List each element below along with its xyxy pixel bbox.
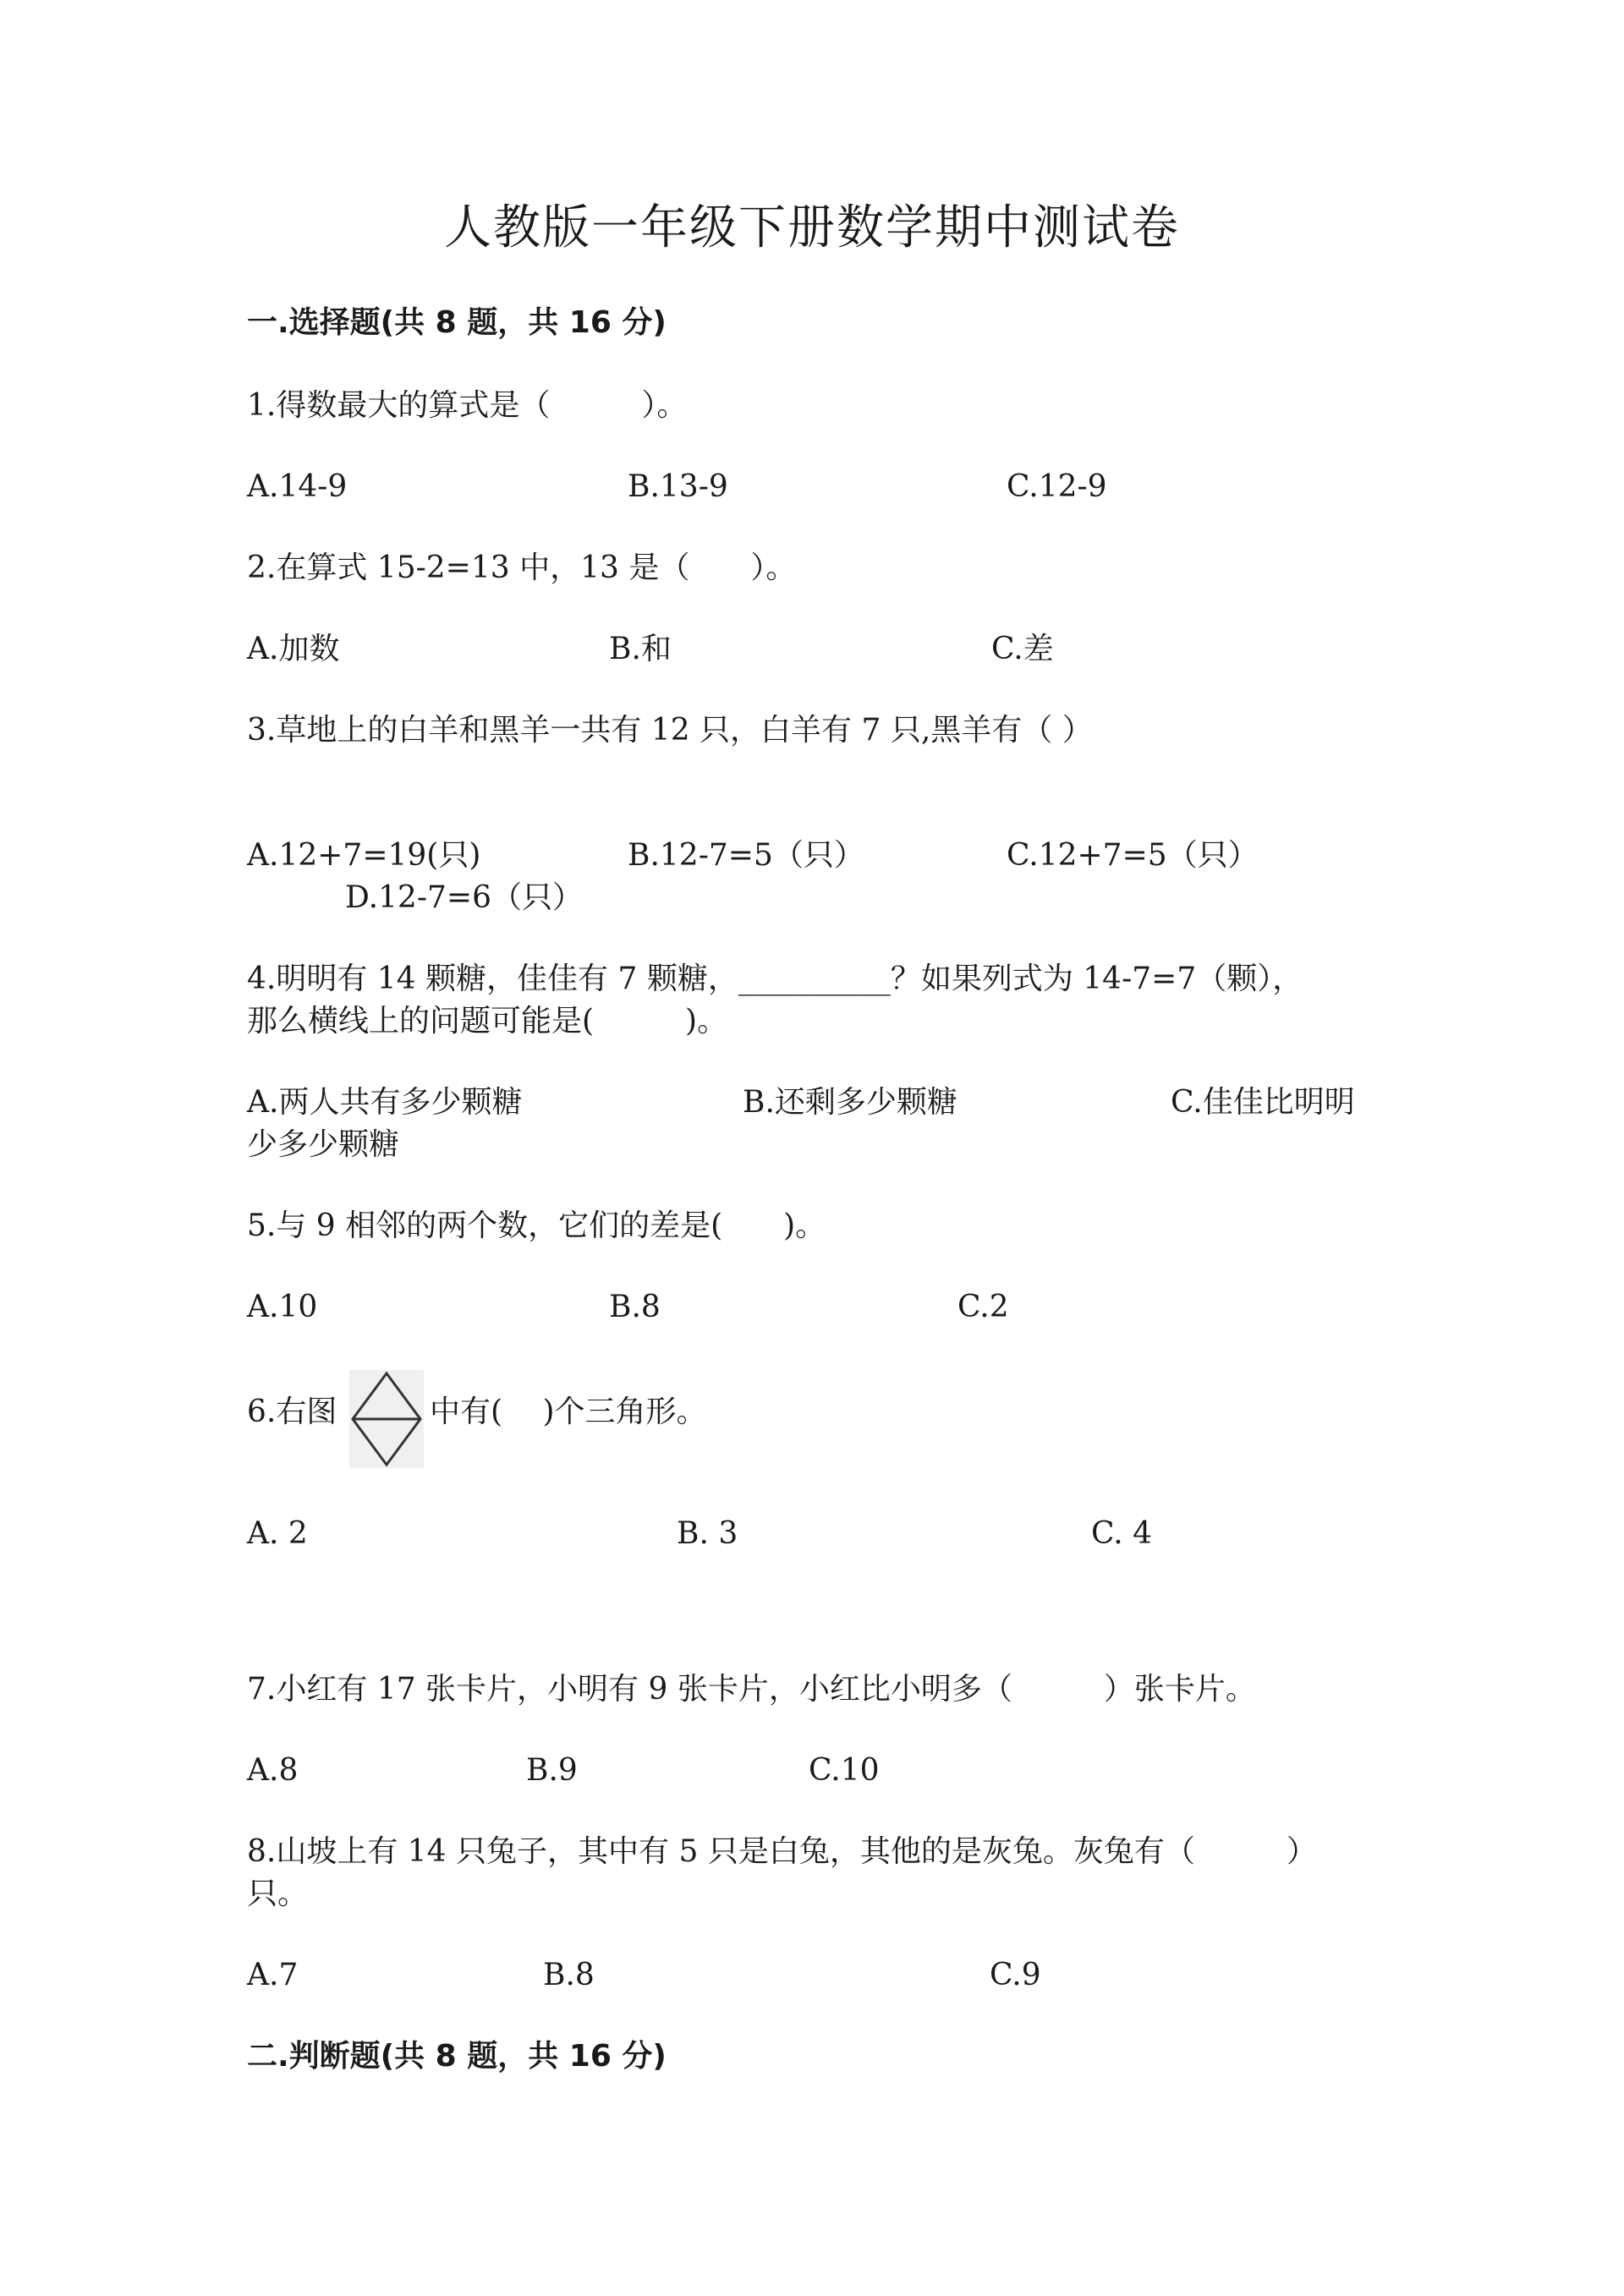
question-3-option-b: B.12-7=5（只）	[628, 838, 864, 873]
question-8-stem-line-2: 只。	[247, 1877, 309, 1911]
question-1-stem: 1.得数最大的算式是（ ）。	[247, 388, 688, 423]
question-6-stem-before: 6.右图	[247, 1395, 337, 1429]
question-2-option-b: B.和	[609, 632, 672, 666]
diamond-triangles-figure-icon	[349, 1370, 424, 1468]
question-8-stem-line-1: 8.山坡上有 14 只兔子，其中有 5 只是白兔，其他的是灰兔。灰兔有（ ）	[247, 1834, 1317, 1869]
question-4-option-a: A.两人共有多少颗糖	[247, 1085, 523, 1120]
question-6-stem-after: 中有( )个三角形。	[430, 1395, 707, 1429]
question-7-option-b: B.9	[526, 1753, 578, 1788]
question-3-option-a: A.12+7=19(只)	[247, 838, 481, 873]
question-3-option-c: C.12+7=5（只）	[1007, 838, 1259, 873]
question-1-option-c: C.12-9	[1007, 469, 1107, 504]
question-8-option-b: B.8	[543, 1958, 595, 1992]
question-5-option-c: C.2	[957, 1290, 1009, 1324]
question-4-option-c-line-2: 少多少颗糖	[247, 1127, 400, 1162]
question-8-option-a: A.7	[247, 1958, 299, 1992]
question-3-stem: 3.草地上的白羊和黑羊一共有 12 只，白羊有 7 只,黑羊有（ ）	[247, 713, 1093, 748]
question-7-option-c: C.10	[809, 1753, 880, 1788]
question-5-stem: 5.与 9 相邻的两个数，它们的差是( )。	[247, 1208, 826, 1243]
question-1-option-a: A.14-9	[247, 469, 348, 504]
question-1-option-b: B.13-9	[628, 469, 728, 504]
question-2-option-c: C.差	[991, 632, 1054, 666]
question-7-stem: 7.小红有 17 张卡片，小明有 9 张卡片，小红比小明多（ ）张卡片。	[247, 1672, 1256, 1707]
question-6-option-b: B. 3	[677, 1516, 738, 1551]
question-4-stem-line-1: 4.明明有 14 颗糖，佳佳有 7 颗糖，__________？如果列式为 14-7=7（颗），	[247, 962, 1303, 996]
section-heading-true-false: 二.判断题(共 8 题，共 16 分)	[247, 2039, 667, 2074]
question-4-option-b: B.还剩多少颗糖	[743, 1085, 957, 1120]
page-title: 人教版一年级下册数学期中测试卷	[444, 200, 1180, 255]
question-5-option-b: B.8	[609, 1290, 661, 1324]
question-6-option-a: A. 2	[247, 1516, 308, 1551]
question-6-option-c: C. 4	[1091, 1516, 1153, 1551]
question-2-stem: 2.在算式 15-2=13 中，13 是（ ）。	[247, 551, 797, 585]
question-4-stem-line-2: 那么横线上的问题可能是( )。	[247, 1004, 728, 1038]
question-4-option-c-line-1: C.佳佳比明明	[1171, 1085, 1355, 1120]
question-2-option-a: A.加数	[247, 632, 340, 666]
question-5-option-a: A.10	[247, 1290, 318, 1324]
question-3-option-d: D.12-7=6（只）	[345, 880, 583, 915]
section-heading-choice: 一.选择题(共 8 题，共 16 分)	[247, 305, 667, 340]
diamond-figure-icon	[349, 1370, 424, 1468]
question-8-option-c: C.9	[990, 1958, 1041, 1992]
question-7-option-a: A.8	[247, 1753, 299, 1788]
